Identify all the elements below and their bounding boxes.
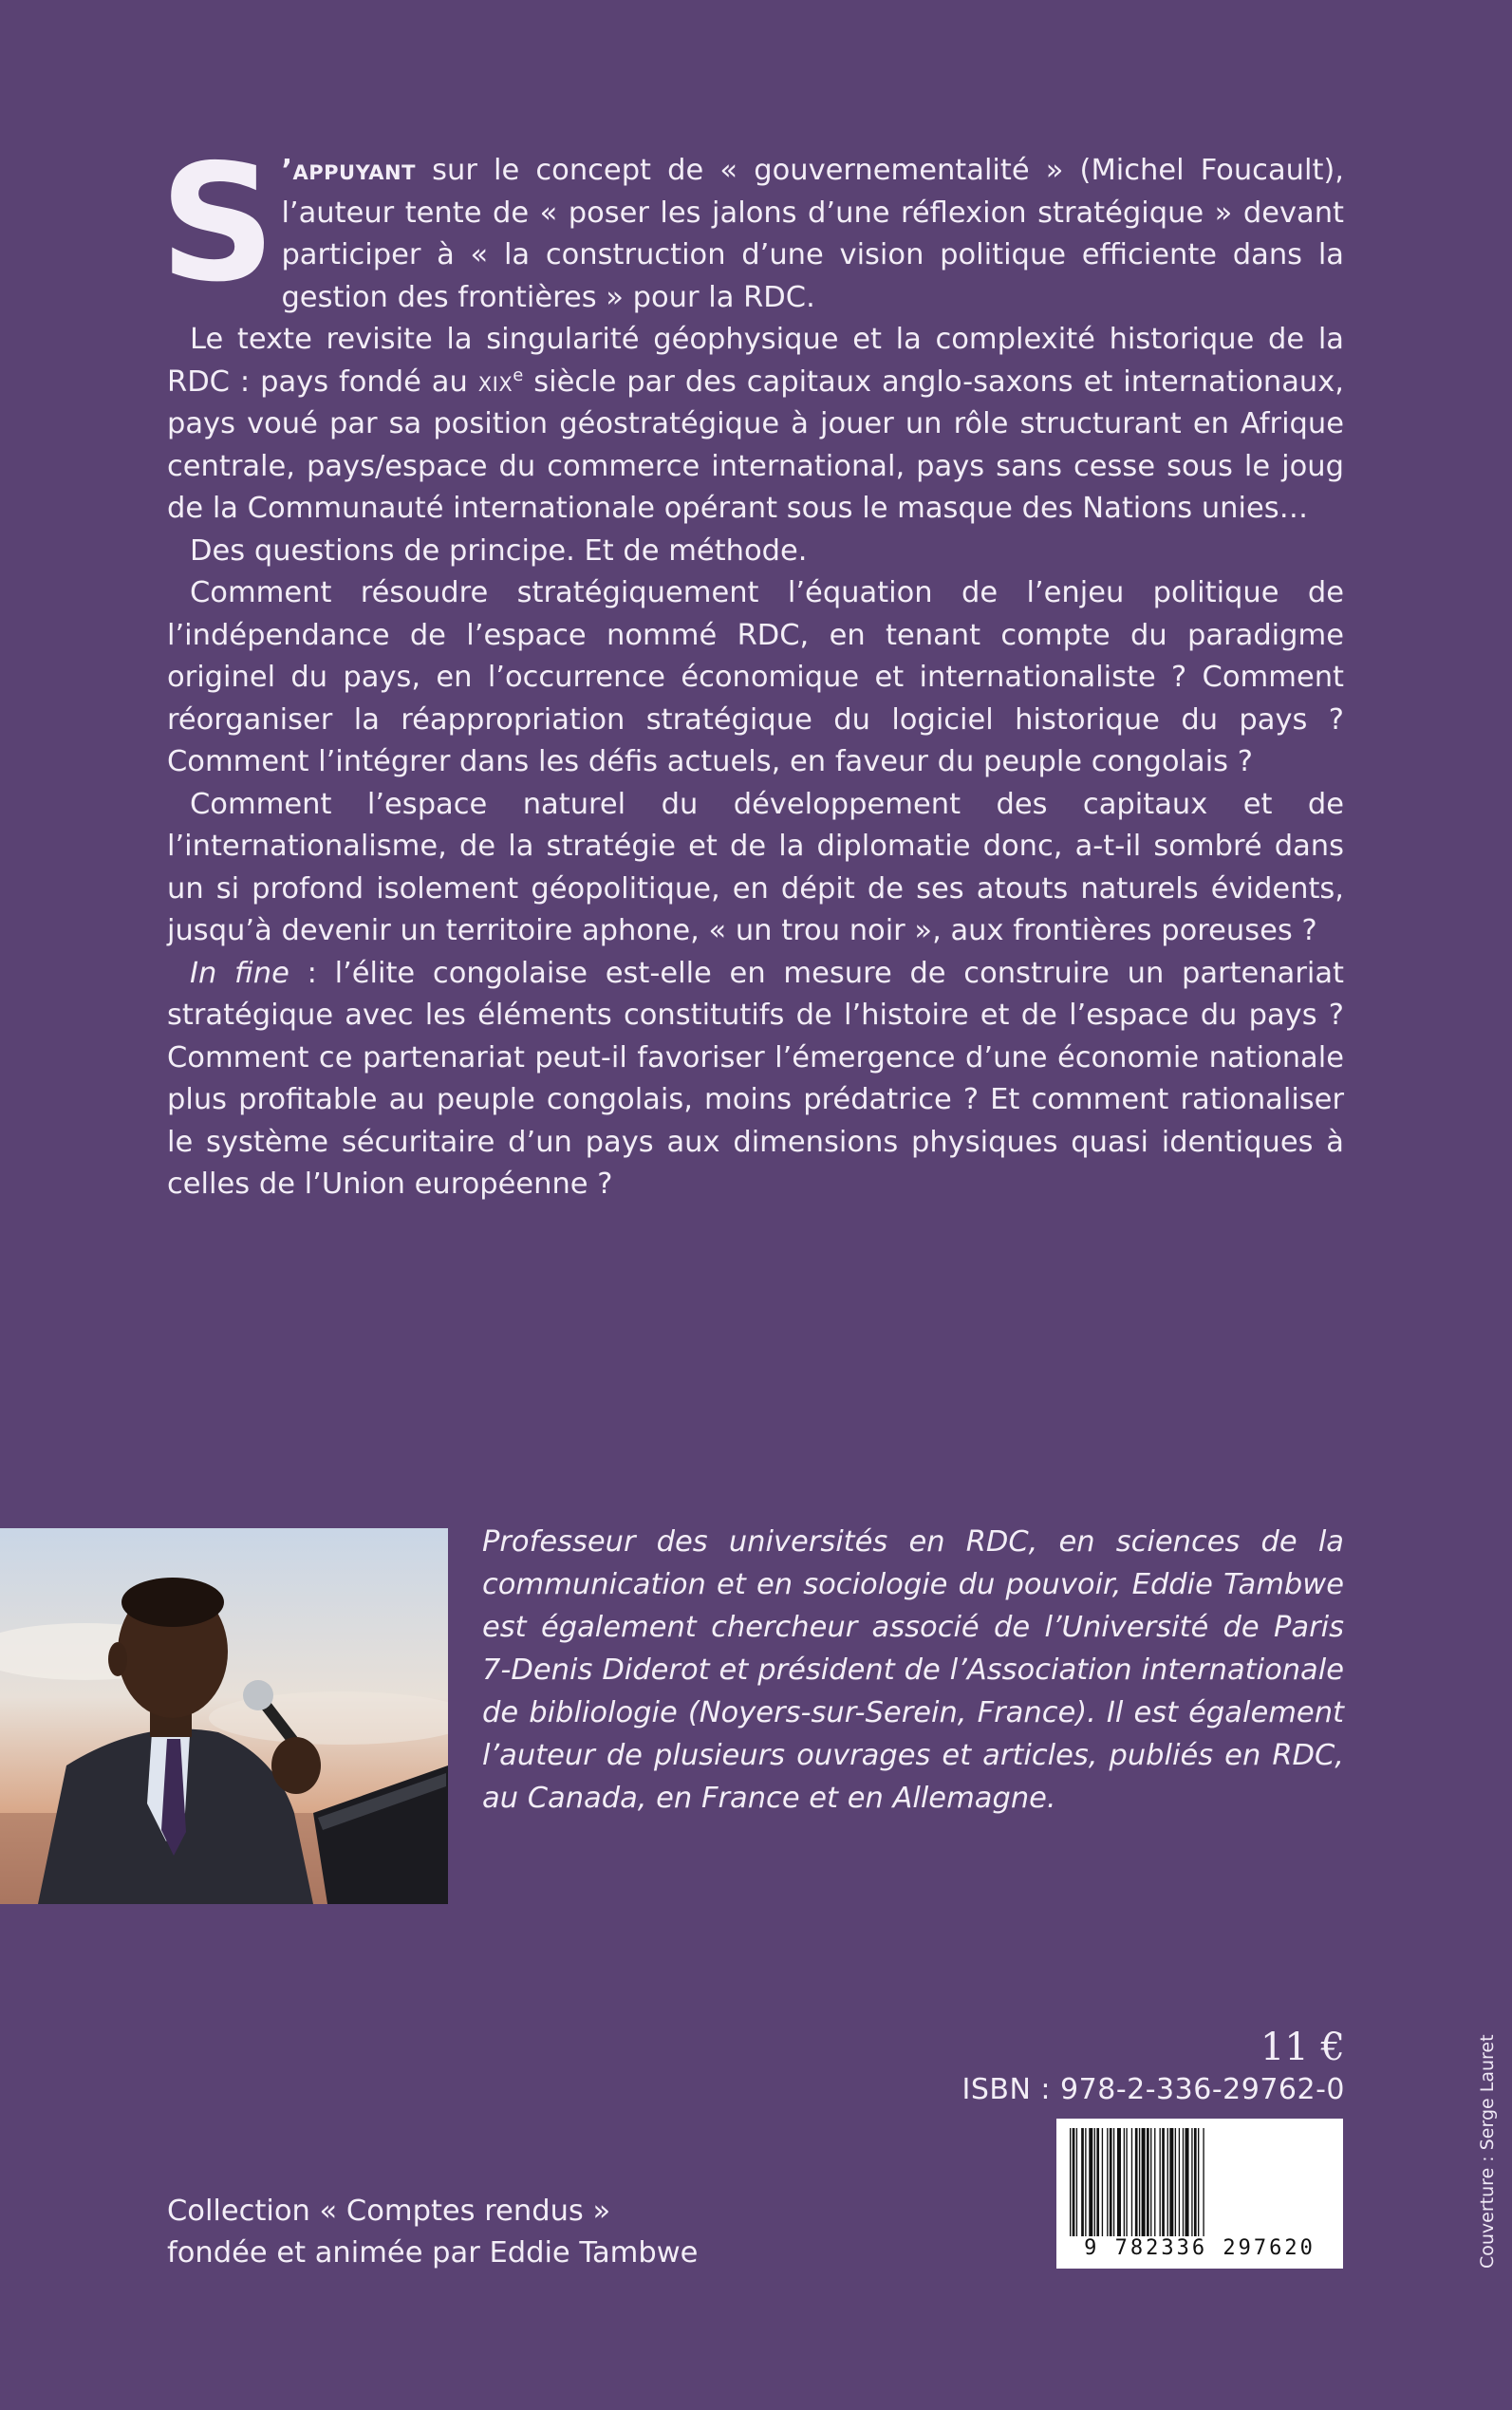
barcode-bar: [1185, 2128, 1189, 2236]
collection-line-1: Collection « Comptes rendus »: [167, 2195, 611, 2228]
blurb-paragraph-2: Le texte revisite la singularité géophysique et la complexité historique de la RDC : pays fondé au xix$^e$ siècle par des capitaux anglo-saxons et internationaux, pays voué par sa position géostratégique à jouer un rôle structurant en Afrique centrale, pays/espace du commerce international, pays sans cesse sous le joug de la Communauté internationale opérant sous le masque des Nations unies…: [167, 323, 1344, 525]
barcode-bar: [1094, 2128, 1095, 2236]
barcode-bar: [1085, 2128, 1086, 2236]
barcode-bars: [1066, 2128, 1334, 2236]
barcode-bar: [1147, 2128, 1149, 2236]
barcode-bar: [1169, 2128, 1173, 2236]
barcode-bar: [1150, 2128, 1151, 2236]
lead-smallcaps: ’appuyant: [281, 154, 416, 187]
barcode: [1056, 2119, 1343, 2269]
barcode-bar: [1102, 2128, 1103, 2236]
barcode-bar: [1194, 2128, 1197, 2236]
barcode-bar: [1070, 2128, 1071, 2236]
barcode-bar: [1081, 2128, 1084, 2236]
blurb-paragraph-4: Comment résoudre stratégiquement l’équation de l’enjeu politique de l’indépendance de l’espace nommé RDC, en tenant compte du paradigme originel du pays, en l’occurrence économique et internationaliste ? Comment réorganiser la réappropriation stratégique du logiciel historique du pays ? Comment l’intégrer dans les défis actuels, en faveur du peuple congolais ?: [167, 576, 1344, 778]
barcode-bar: [1117, 2128, 1121, 2236]
barcode-bar: [1131, 2128, 1132, 2236]
blurb-text: [159, 130, 1344, 1206]
cover-credit: Couverture : Serge Lauret: [1477, 2034, 1498, 2269]
drop-cap: S: [159, 130, 276, 318]
blurb-paragraph-1: S ’appuyant sur le concept de « gouvernementalité » (Michel Foucault), l’auteur tente de « poser les jalons d’une réflexion stratégique » devant participer à « la construction d’une vision politique efficiente dans la gestion des frontières » pour la RDC.: [159, 130, 1344, 318]
barcode-bar: [1124, 2128, 1125, 2236]
barcode-bar: [1142, 2128, 1146, 2236]
barcode-bar: [1089, 2128, 1092, 2236]
barcode-bar: [1076, 2128, 1077, 2236]
barcode-bar: [1073, 2128, 1075, 2236]
barcode-bar: [1198, 2128, 1199, 2236]
collection-info: [167, 2191, 698, 2274]
price: 11 €: [1260, 2026, 1345, 2069]
blurb-paragraph-3: Des questions de principe. Et de méthode.: [190, 533, 808, 568]
barcode-bar: [1096, 2128, 1099, 2236]
isbn: ISBN : 978-2-336-29762-0: [961, 2073, 1345, 2106]
barcode-bar: [1139, 2128, 1140, 2236]
barcode-bar: [1135, 2128, 1138, 2236]
barcode-bar: [1183, 2128, 1184, 2236]
barcode-bar: [1191, 2128, 1192, 2236]
century-numeral: xix: [477, 364, 513, 399]
barcode-bar: [1126, 2128, 1127, 2236]
barcode-bar: [1110, 2128, 1112, 2236]
barcode-digits: 9 782336 297620: [1084, 2236, 1316, 2260]
collection-line-2: fondée et animée par Eddie Tambwe: [167, 2236, 699, 2270]
barcode-bar: [1203, 2128, 1204, 2236]
barcode-bar: [1175, 2128, 1176, 2236]
blurb-paragraph-5: Comment l’espace naturel du développement des capitaux et de l’internationalisme, de la stratégie et de la diplomatie donc, a-t-il sombré dans un si profond isolement géopolitique, en dépit de ses atouts naturels évidents, jusqu’à devenir un territoire aphone, « un trou noir », aux frontières poreuses ?: [167, 787, 1344, 947]
blurb-paragraph-6: In fine : l’élite congolaise est-elle en mesure de construire un partenariat stratégique avec les éléments constitutifs de l’histoire et de l’espace du pays ? Comment ce partenariat peut-il favoriser l’émergence d’une économie nationale plus profitable au peuple congolais, moins prédatrice ? Et comment rationaliser le système sécuritaire d’un pays aux dimensions physiques quasi identiques à celles de l’Union européenne ?: [167, 956, 1344, 1201]
barcode-bar: [1162, 2128, 1165, 2236]
author-photo: [0, 1528, 448, 1904]
barcode-bar: [1160, 2128, 1161, 2236]
barcode-bar: [1179, 2128, 1180, 2236]
barcode-bar: [1113, 2128, 1114, 2236]
barcode-bar: [1154, 2128, 1155, 2236]
barcode-bar: [1167, 2128, 1168, 2236]
author-bio: Professeur des universités en RDC, en sciences de la communication et en sociologie du pouvoir, Eddie Tambwe est également chercheur associé de l’Université de Paris 7-Denis Diderot et président de l’Association internationale de bibliologie (Noyers-sur-Serein, France). Il est également l’auteur de plusieurs ouvrages et articles, publiés en RDC, au Canada, en France et en Allemagne.: [482, 1525, 1344, 1815]
barcode-bar: [1107, 2128, 1108, 2236]
